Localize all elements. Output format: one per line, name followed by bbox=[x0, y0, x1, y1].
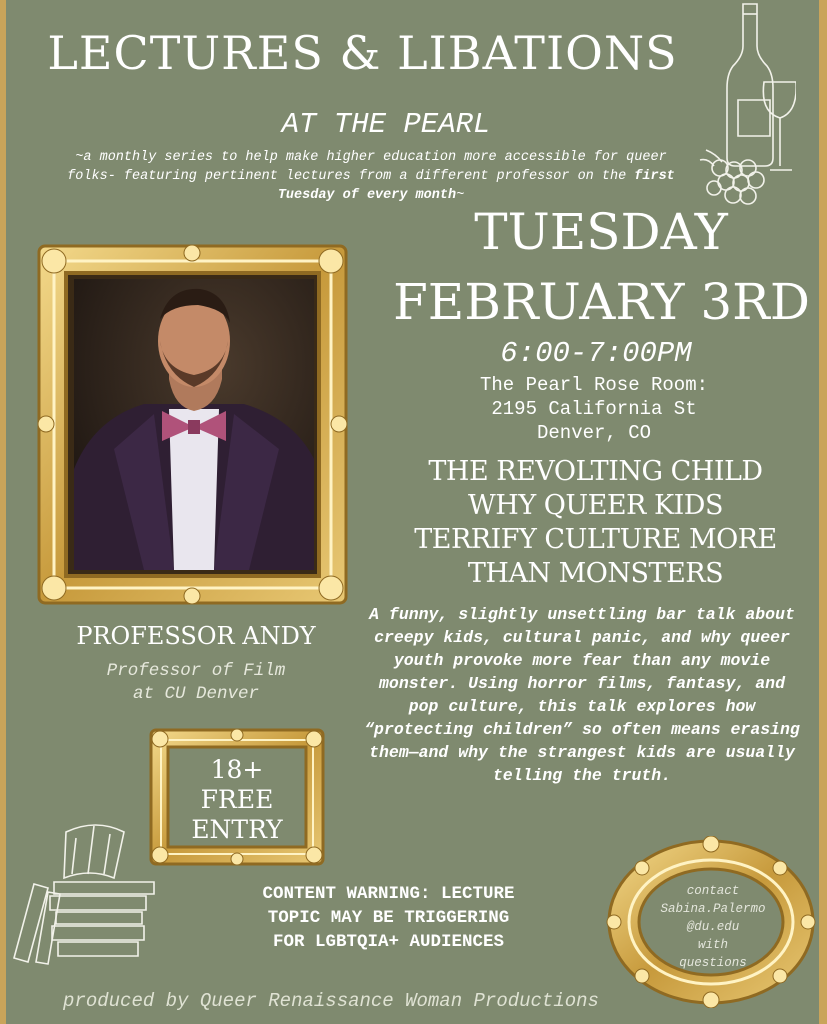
entry-free: FREE bbox=[200, 785, 274, 814]
entry-info bbox=[148, 755, 326, 845]
lecture-title-line: TERRIFY CULTURE MORE bbox=[414, 524, 777, 555]
speaker-name: PROFESSOR ANDY bbox=[76, 622, 316, 650]
contact-email-user: Sabina.Palermo bbox=[660, 902, 766, 916]
venue-street: 2195 California St bbox=[491, 398, 697, 420]
warning-line: FOR LGBTQIA+ AUDIENCES bbox=[272, 932, 505, 952]
event-poster bbox=[6, 0, 819, 1024]
content-warning bbox=[206, 882, 571, 954]
tagline-text: ~a monthly series to help make higher education more accessible for queer folks- featuring pertinent lectures from a different professor on the bbox=[67, 150, 667, 184]
lecture-title-line: WHY QUEER KIDS bbox=[468, 490, 723, 521]
venue-city: Denver, CO bbox=[536, 422, 652, 444]
entry-label: ENTRY bbox=[191, 815, 283, 844]
lecture-title bbox=[378, 455, 813, 591]
poster-subtitle: AT THE PEARL bbox=[281, 108, 491, 141]
speaker-affiliation: at CU Denver bbox=[132, 684, 260, 704]
speaker-portrait bbox=[74, 279, 314, 570]
event-day: TUESDAY bbox=[474, 203, 728, 261]
stacked-books-sketch-icon bbox=[6, 812, 164, 972]
lecture-description: A funny, slightly unsettling bar talk about creepy kids, cultural panic, and why queer youth provoke more fear than any movie monster. Using horror films, fantasy, and pop culture, this talk explores how “protecting children” so often means erasing them—and why the strangest kids are usually telling the truth. bbox=[364, 605, 800, 785]
event-venue bbox=[424, 373, 764, 445]
tagline-emphasis: first Tuesday of every month bbox=[277, 169, 675, 203]
contact-with: with bbox=[697, 938, 728, 952]
producer-credit: produced by Queer Renaissance Woman Productions bbox=[63, 990, 599, 1012]
series-tagline bbox=[51, 148, 691, 205]
warning-line: TOPIC MAY BE TRIGGERING bbox=[267, 908, 510, 928]
age-restriction: 18+ bbox=[210, 755, 264, 784]
event-date: FEBRUARY 3RD bbox=[393, 273, 810, 331]
poster-title: LECTURES & LIBATIONS bbox=[47, 26, 678, 80]
lecture-title-line: THE REVOLTING CHILD bbox=[428, 456, 763, 487]
contact-questions: questions bbox=[679, 956, 747, 970]
event-time: 6:00-7:00PM bbox=[500, 337, 692, 370]
venue-name: The Pearl Rose Room: bbox=[479, 374, 709, 396]
contact-label: contact bbox=[686, 884, 740, 898]
tagline-end: ~ bbox=[456, 188, 465, 203]
speaker-title: Professor of Film bbox=[106, 661, 286, 681]
speaker-role bbox=[46, 660, 346, 706]
warning-line: CONTENT WARNING: LECTURE bbox=[262, 884, 515, 904]
lecture-title-line: THAN MONSTERS bbox=[467, 558, 724, 589]
contact-email-domain: @du.edu bbox=[686, 920, 740, 934]
contact-info bbox=[654, 882, 772, 972]
